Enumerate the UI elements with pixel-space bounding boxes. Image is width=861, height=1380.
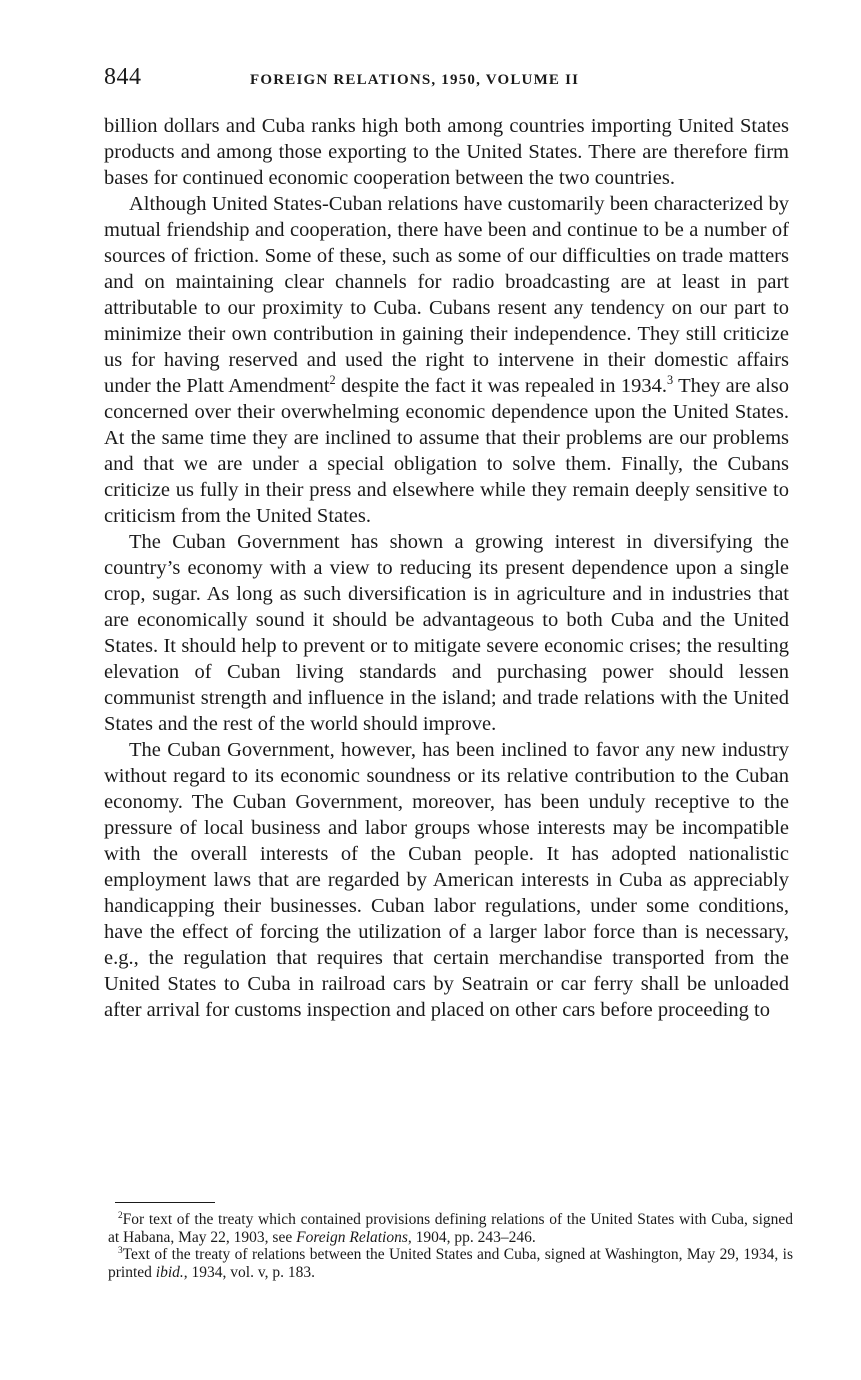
paragraph-diversification xyxy=(104,529,789,737)
paragraph-continued xyxy=(104,113,789,191)
paragraph-relations-friction xyxy=(104,191,789,529)
footnote-citation-ibid: ibid. xyxy=(155,1263,184,1281)
footnote-2 xyxy=(108,1211,793,1246)
footnote-text-tail: , 1934, vol. v, p. 183. xyxy=(183,1263,315,1281)
footnote-marker: 3 xyxy=(118,1245,123,1256)
footnote-divider xyxy=(115,1202,215,1203)
paragraph-cuban-government xyxy=(104,737,789,1023)
footnote-reference-2: 2 xyxy=(329,373,336,388)
paragraph-text: The Cuban Government has shown a growing interest in diversifying the country’s economy with a view to reducing its present dependence upon a single crop, sugar. As long as such diversification is in agriculture and in industries that are economically sound it should be advantageous to both Cuba and the United States. It should help to prevent or to mitigate severe economic crises; the resulting elevation of Cuban living standards and purchasing power should lessen communist strength and influence in the island; and trade relations with the United States and the rest of the world should improve. xyxy=(104,531,789,735)
paragraph-text: billion dollars and Cuba ranks high both among countries importing United States products and among those exporting to the United States. There are therefore firm bases for continued economic cooperation between the two countries. xyxy=(104,115,789,189)
footnote-reference-3: 3 xyxy=(667,373,674,388)
footnote-3 xyxy=(108,1246,793,1281)
page-header xyxy=(104,64,789,100)
page-number: 844 xyxy=(104,64,142,90)
footnote-text: For text of the treaty which contained provisions defining relations of the United States with Cuba, signed at Habana, May 22, 1903, see xyxy=(108,1211,793,1246)
footnote-text: Text of the treaty of relations between the United States and Cuba, signed at Washington, May 29, 1934, is printed xyxy=(108,1246,793,1281)
footnote-text-tail: , 1904, pp. 243–246. xyxy=(407,1228,536,1246)
body-text xyxy=(104,113,789,1023)
paragraph-text: despite the fact it was repealed in 1934. xyxy=(335,375,668,397)
paragraph-text: They are also concerned over their overwhelming economic dependence upon the United States. At the same time they are inclined to assume that their problems are our problems and that we are under a special obligation to solve them. Finally, the Cubans criticize us fully in their press and elsewhere while they remain deeply sensitive to criticism from the United States. xyxy=(104,375,790,527)
paragraph-text: The Cuban Government, however, has been inclined to favor any new industry without regard to its economic soundness or its relative contribution to the Cuban economy. The Cuban Government, moreover, has been unduly receptive to the pressure of local business and labor groups whose interests may be incompatible with the overall interests of the Cuban people. It has adopted nationalistic employment laws that are regarded by American interests in Cuba as appreciably handicapping their businesses. Cuban labor regulations, under some conditions, have the effect of forcing the utilization of a larger labor force than is necessary, e.g., the regulation that requires that certain merchandise transported from the United States to Cuba in railroad cars by Seatrain or car ferry shall be unloaded after arrival for customs inspection and placed on other cars before proceeding to xyxy=(104,739,789,1021)
footnote-marker: 2 xyxy=(118,1210,123,1221)
footnote-citation-title: Foreign Relations xyxy=(296,1228,408,1246)
running-title: FOREIGN RELATIONS, 1950, VOLUME II xyxy=(250,72,580,88)
paragraph-text: Although United States-Cuban relations have customarily been characterized by mutual friendship and cooperation, there have been and continue to be a number of sources of friction. Some of these, such as some of our difficulties on trade matters and on maintaining clear channels for radio broadcasting are at least in part attributable to our proximity to Cuba. Cubans resent any tendency on our part to minimize their own contribution in gaining their independence. They still criticize us for having reserved and used the right to intervene in their domestic affairs under the Platt Amendment xyxy=(104,193,789,397)
footnotes xyxy=(108,1211,793,1281)
